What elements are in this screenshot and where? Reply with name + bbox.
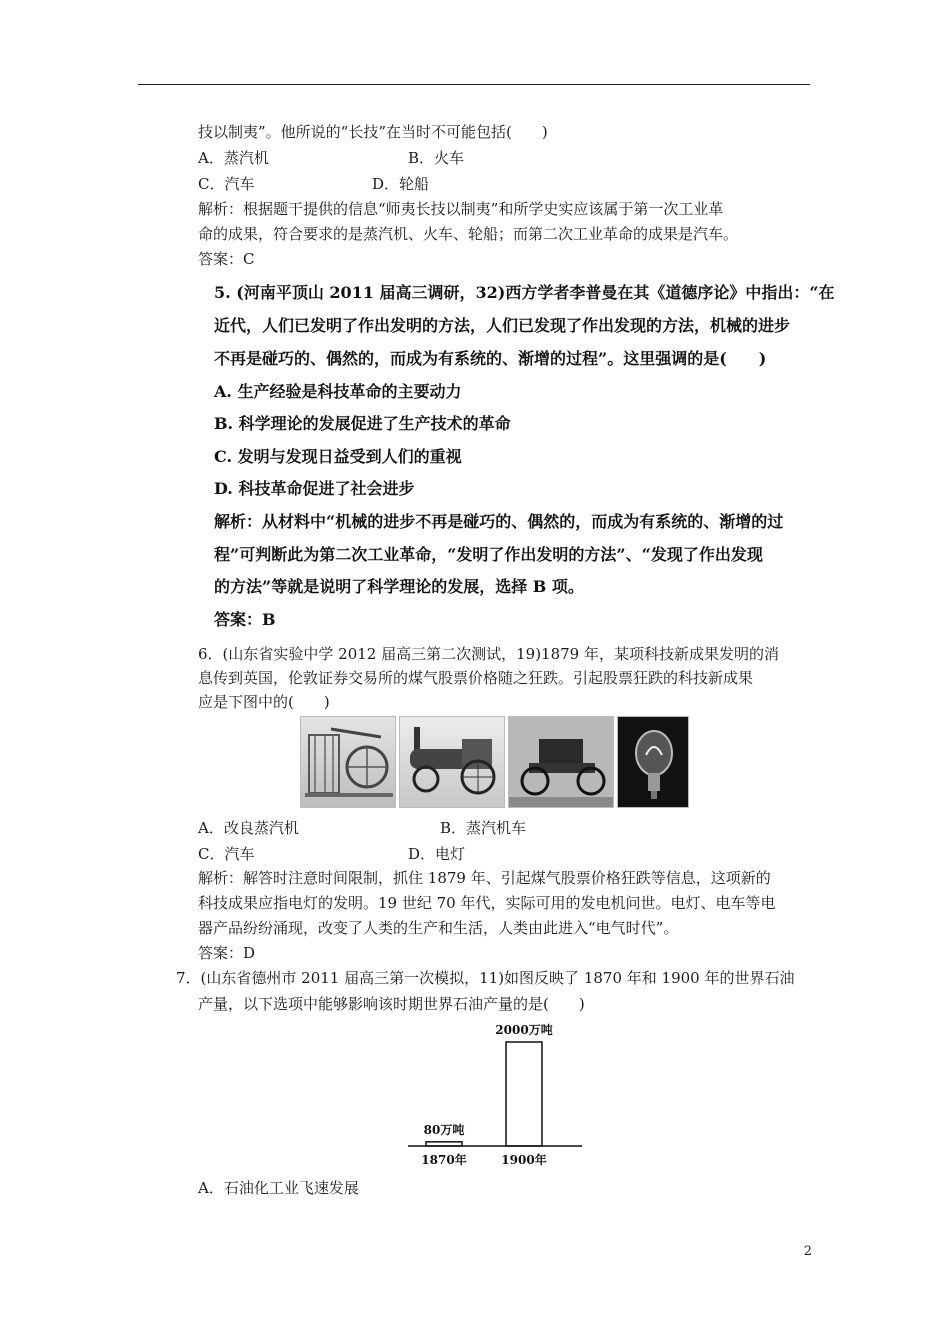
- light-bulb-drawing: [618, 717, 689, 808]
- q5-option-d: D. 科技革命促进了社会进步: [214, 479, 415, 498]
- automobile-drawing: [509, 717, 614, 808]
- steam-locomotive-drawing: [400, 717, 505, 808]
- early-automobile-photo: [508, 716, 614, 808]
- q6-stem-line: 6．(山东省实验中学 2012 届高三第二次测试，19)1879 年，某项科技新成果发明的消: [198, 645, 779, 663]
- q7-stem-line: 产量，以下选项中能够影响该时期世界石油产量的是( ): [198, 995, 585, 1013]
- oil-production-chart: [400, 1010, 590, 1180]
- q4-option-c: C．汽车: [198, 175, 255, 193]
- q5-option-b: B. 科学理论的发展促进了生产技术的革命: [214, 414, 511, 433]
- q7-option-a: A．石油化工业飞速发展: [198, 1179, 359, 1197]
- q6-analysis-line: 器产品纷纷涌现，改变了人类的生产和生活，人类由此进入“电气时代”。: [198, 919, 679, 937]
- q5-option-a: A. 生产经验是科技革命的主要动力: [214, 382, 462, 401]
- q4-analysis-line: 命的成果，符合要求的是蒸汽机、火车、轮船；而第二次工业革命的成果是汽车。: [198, 225, 739, 243]
- data-label-1900: 2000万吨: [495, 1023, 553, 1037]
- q5-option-c: C. 发明与发现日益受到人们的重视: [214, 447, 462, 466]
- q4-option-d: D．轮船: [372, 175, 430, 193]
- q6-option-b: B．蒸汽机车: [440, 819, 527, 837]
- q5-analysis-line: 解析：从材料中“机械的进步不再是碰巧的、偶然的，而成为有系统的、渐增的过: [214, 512, 784, 531]
- q6-image-strip: [300, 716, 689, 808]
- light-bulb-photo: [617, 716, 689, 808]
- q4-answer: 答案：C: [198, 250, 255, 268]
- x-tick-label-1870: 1870年: [421, 1153, 467, 1167]
- q4-option-b: B．火车: [408, 149, 465, 167]
- q5-stem-line: 不再是碰巧的、偶然的，而成为有系统的、渐增的过程”。这里强调的是( ): [214, 349, 767, 368]
- page-number: 2: [803, 1244, 812, 1259]
- q4-option-a: A．蒸汽机: [198, 149, 269, 167]
- data-label-1870: 80万吨: [423, 1122, 465, 1137]
- q6-option-d: D．电灯: [408, 845, 466, 863]
- q5-analysis-line: 的方法”等就是说明了科学理论的发展，选择 B 项。: [214, 577, 584, 596]
- steam-engine-photo: [300, 716, 396, 808]
- q6-option-c: C．汽车: [198, 845, 255, 863]
- q6-answer: 答案：D: [198, 944, 256, 962]
- bar-1870: [426, 1142, 462, 1146]
- header-rule: [138, 84, 810, 85]
- x-tick-label-1900: 1900年: [501, 1153, 547, 1167]
- q5-answer: 答案：B: [214, 610, 276, 629]
- steam-engine-drawing: [301, 717, 396, 808]
- q6-option-a: A．改良蒸汽机: [198, 819, 299, 837]
- q6-analysis-line: 解析：解答时注意时间限制，抓住 1879 年、引起煤气股票价格狂跌等信息，这项新的: [198, 869, 771, 887]
- steam-locomotive-photo: [399, 716, 505, 808]
- q6-stem-line: 应是下图中的( ): [198, 693, 330, 711]
- q5-analysis-line: 程”可判断此为第二次工业革命，“发明了作出发明的方法”、“发现了作出发现: [214, 545, 763, 564]
- q5-stem-line: 5. (河南平顶山 2011 届高三调研，32)西方学者李普曼在其《道德序论》中指出：“在: [214, 283, 835, 302]
- q6-stem-line: 息传到英国，伦敦证券交易所的煤气股票价格随之狂跌。引起股票狂跌的科技新成果: [198, 669, 754, 687]
- bar-1900: [506, 1042, 542, 1146]
- q4-stem-line: 技以制夷”。他所说的“长技”在当时不可能包括( ): [198, 123, 548, 141]
- q7-stem-line: 7．(山东省德州市 2011 届高三第一次模拟，11)如图反映了 1870 年和 1900 年的世界石油: [176, 969, 795, 987]
- q6-analysis-line: 科技成果应指电灯的发明。19 世纪 70 年代，实际可用的发电机问世。电灯、电车等电: [198, 894, 776, 912]
- q4-analysis-line: 解析：根据题干提供的信息“师夷长技以制夷”和所学史实应该属于第一次工业革: [198, 200, 724, 218]
- q5-stem-line: 近代，人们已发明了作出发明的方法，人们已发现了作出发现的方法，机械的进步: [214, 316, 791, 335]
